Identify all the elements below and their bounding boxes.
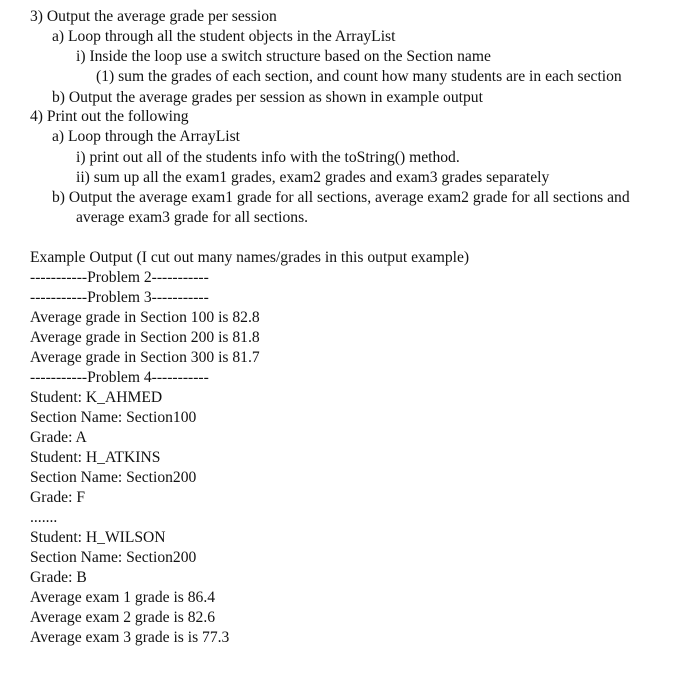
item-3a-i-1 [96, 67, 622, 87]
item-4b-continued [76, 208, 308, 228]
item-3a-i-text: Inside the loop use a switch structure based on the Section name [89, 48, 491, 65]
item-4a-i-label: i) [76, 149, 86, 166]
output-line: Average exam 2 grade is 82.6 [30, 609, 216, 626]
output-line: Grade: A [30, 429, 87, 446]
item-4a-text: Loop through the ArrayList [68, 128, 240, 145]
item-4a [52, 127, 240, 147]
item-4a-ii-label: ii) [76, 169, 90, 186]
item-3a-i-1-label: (1) [96, 68, 115, 85]
output-line: Grade: F [30, 489, 85, 506]
item-3a [52, 27, 395, 47]
output-line: Grade: B [30, 569, 87, 586]
output-line: Average grade in Section 300 is 81.7 [30, 349, 260, 366]
item-4b-text-line2: average exam3 grade for all sections. [76, 209, 309, 226]
output-line: Student: K_AHMED [30, 389, 163, 406]
output-line: ....... [30, 509, 58, 526]
example-output-heading: Example Output (I cut out many names/grades in this output example) [30, 249, 470, 266]
output-line: -----------Problem 3----------- [30, 289, 209, 306]
output-line: Average grade in Section 200 is 81.8 [30, 329, 260, 346]
item-3a-i [76, 47, 491, 67]
item-3-text: Output the average grade per session [46, 8, 277, 25]
output-line: -----------Problem 2----------- [30, 269, 209, 286]
output-line: Student: H_ATKINS [30, 449, 161, 466]
item-4b-text-line1: Output the average exam1 grade for all sections, average exam2 grade for all sections and [68, 189, 630, 206]
output-line: Average exam 1 grade is 86.4 [30, 589, 216, 606]
item-4a-label: a) [52, 128, 65, 145]
item-4a-i [76, 148, 460, 168]
output-line: -----------Problem 4----------- [30, 369, 209, 386]
item-4 [30, 107, 189, 127]
item-3b-label: b) [52, 89, 65, 106]
output-line: Average exam 3 grade is is 77.3 [30, 629, 230, 646]
item-4a-i-text: print out all of the students info with the toString() method. [89, 149, 460, 166]
item-3 [30, 7, 277, 27]
item-3a-label: a) [52, 28, 65, 45]
item-4a-ii [76, 168, 549, 188]
item-4-number: 4) [30, 108, 43, 125]
item-3b [52, 88, 483, 108]
item-4-text: Print out the following [46, 108, 189, 125]
item-3a-i-label: i) [76, 48, 86, 65]
item-3a-text: Loop through all the student objects in the ArrayList [68, 28, 396, 45]
item-4b [52, 188, 630, 208]
item-4a-ii-text: sum up all the exam1 grades, exam2 grades and exam3 grades separately [93, 169, 550, 186]
output-line: Section Name: Section100 [30, 409, 197, 426]
item-3a-i-1-text: sum the grades of each section, and count how many students are in each section [118, 68, 622, 85]
output-line: Student: H_WILSON [30, 529, 166, 546]
output-line: Average grade in Section 100 is 82.8 [30, 309, 260, 326]
item-3-number: 3) [30, 8, 43, 25]
output-line: Section Name: Section200 [30, 469, 197, 486]
item-4b-label: b) [52, 189, 65, 206]
output-line: Section Name: Section200 [30, 549, 197, 566]
item-3b-text: Output the average grades per session as shown in example output [68, 89, 483, 106]
